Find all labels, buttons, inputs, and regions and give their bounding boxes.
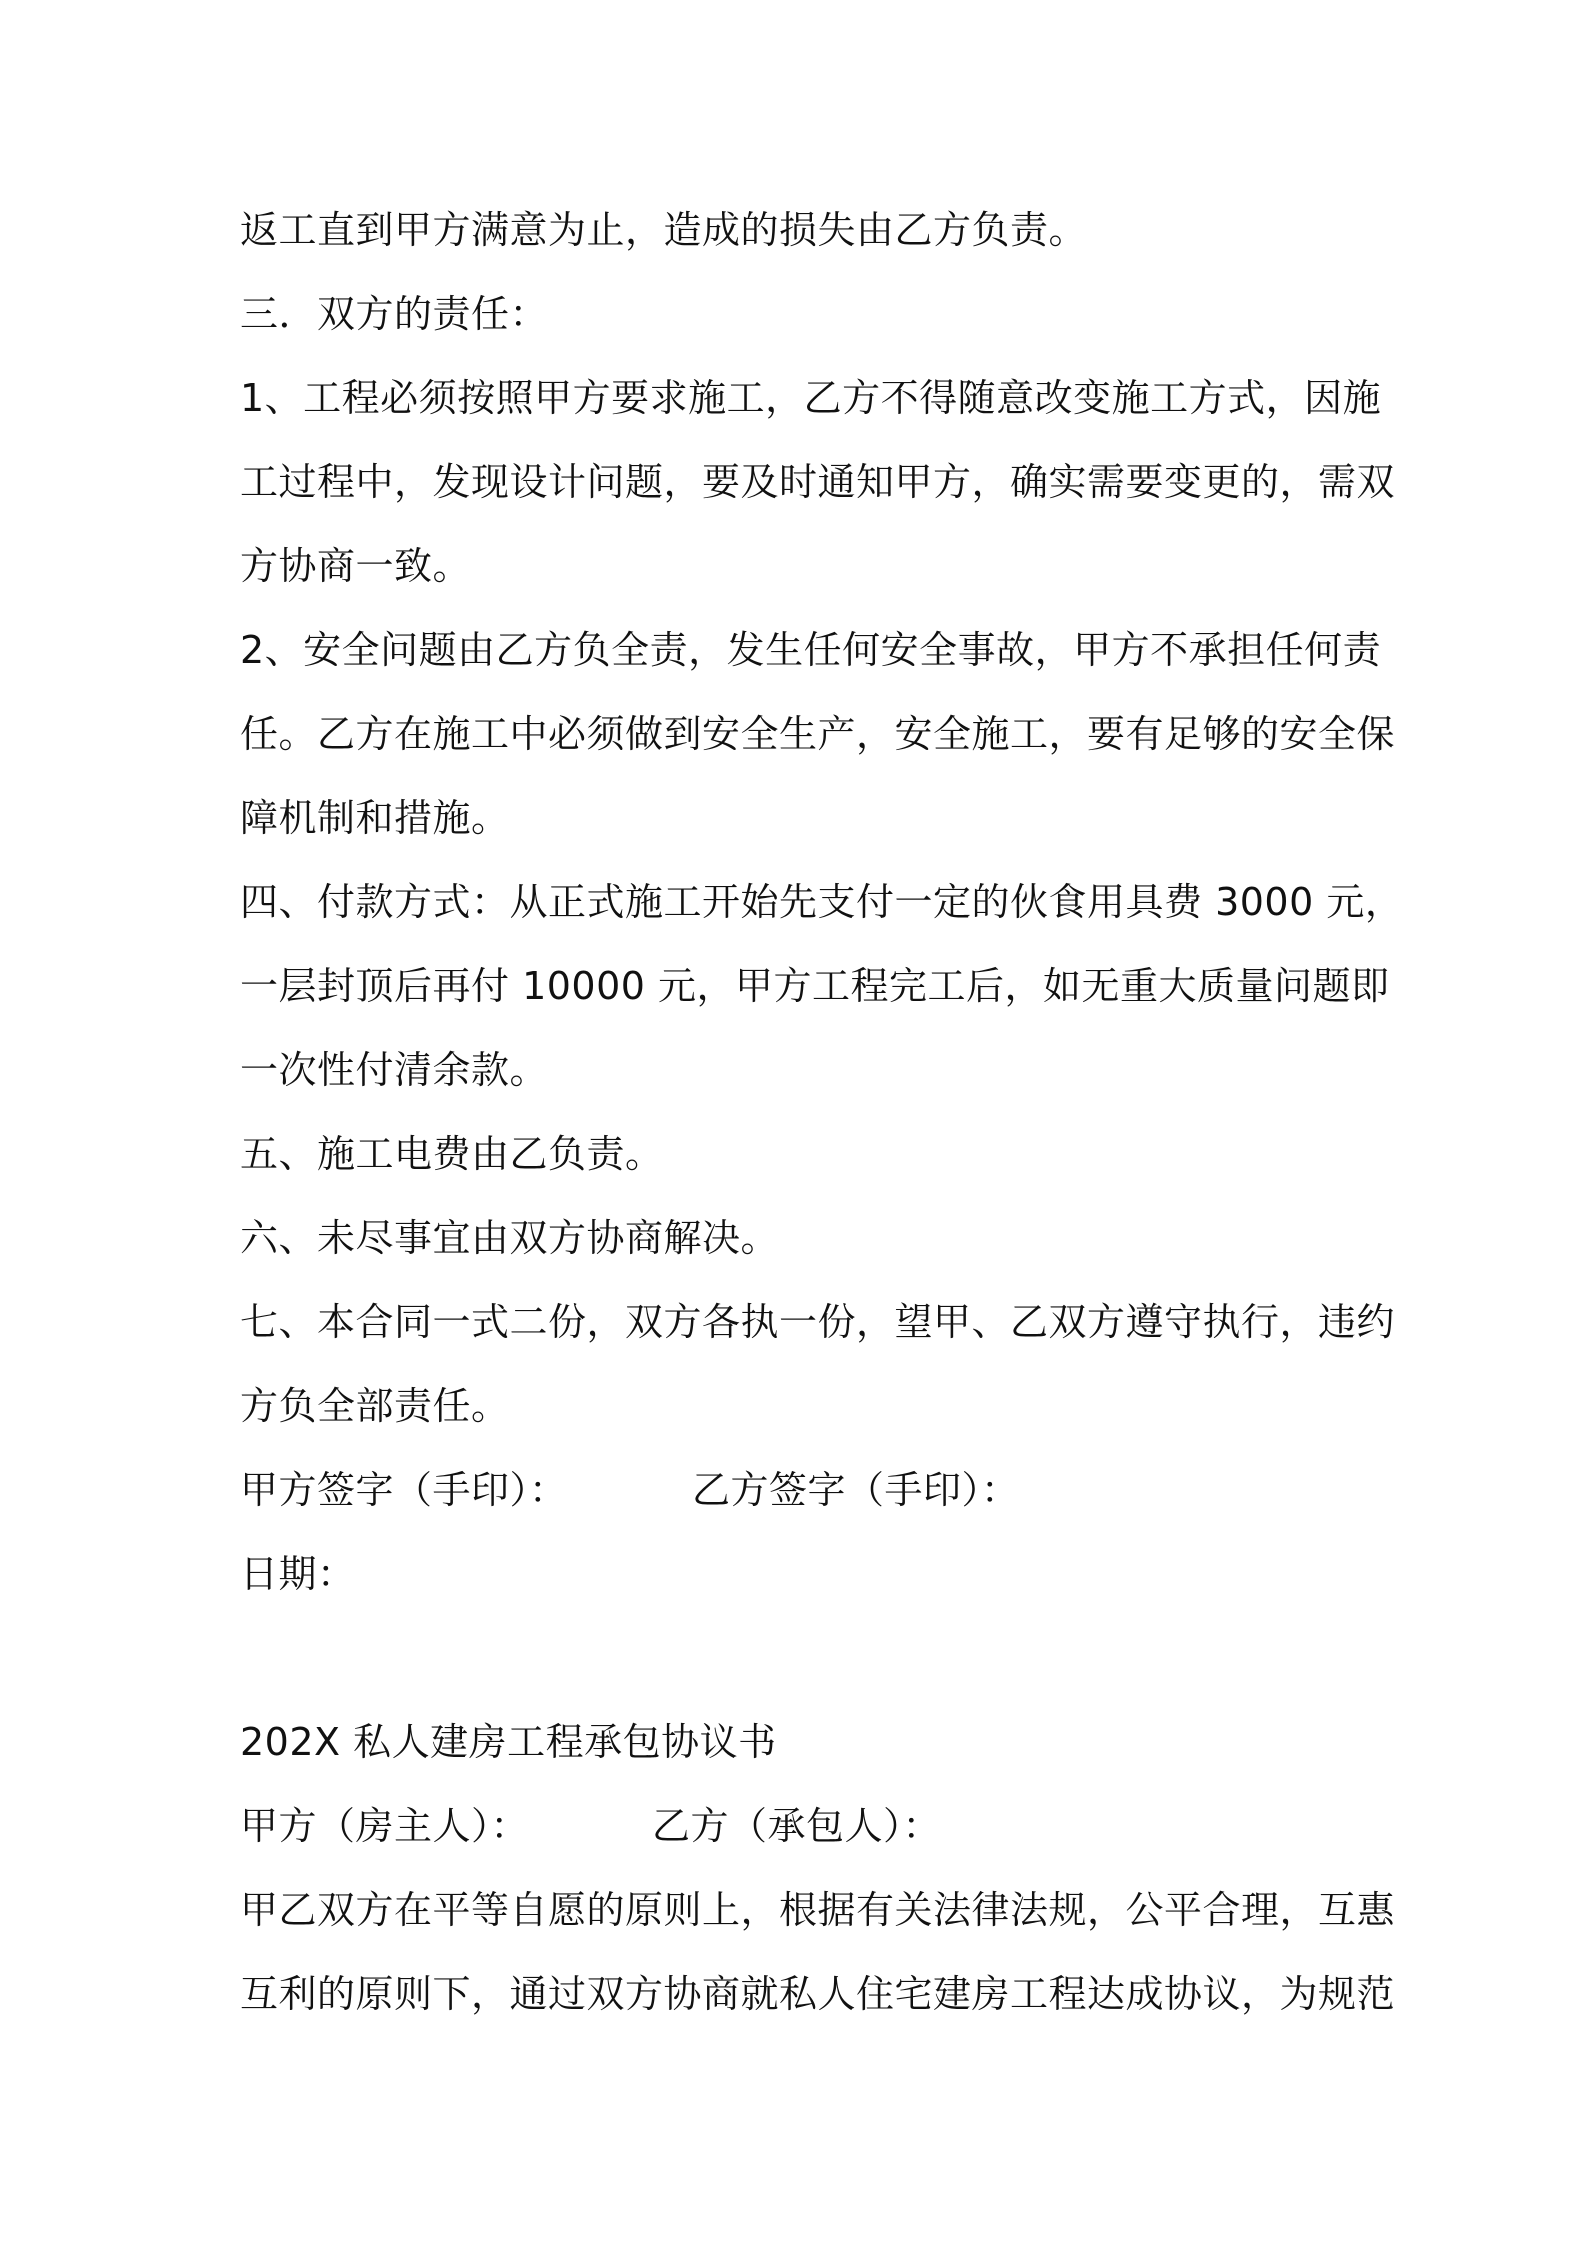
text-line: 一次性付清余款。 bbox=[240, 1048, 549, 1092]
party-a-label: 甲方（房主人）： bbox=[240, 1804, 530, 1848]
text-line: 一层封顶后再付 10000 元，甲方工程完工后，如无重大质量问题即 bbox=[240, 964, 1390, 1008]
text-line: 返工直到甲方满意为止，造成的损失由乙方负责。 bbox=[240, 208, 1088, 252]
party-a-signature-label: 甲方签字（手印）： bbox=[240, 1468, 568, 1512]
text-line: 方协商一致。 bbox=[240, 544, 472, 588]
text-line: 任。乙方在施工中必须做到安全生产，安全施工，要有足够的安全保 bbox=[240, 712, 1396, 756]
section-heading-payment: 四、付款方式：从正式施工开始先支付一定的伙食用具费 3000 元， bbox=[240, 880, 1404, 924]
intro-line: 互利的原则下，通过双方协商就私人住宅建房工程达成协议，为规范 bbox=[240, 1972, 1396, 2016]
text-line: 2、安全问题由乙方负全责，发生任何安全事故，甲方不承担任何责 bbox=[240, 628, 1382, 672]
section-heading-electricity: 五、施工电费由乙负责。 bbox=[240, 1132, 664, 1176]
text-line: 方负全部责任。 bbox=[240, 1384, 510, 1428]
section-heading-other-matters: 六、未尽事宜由双方协商解决。 bbox=[240, 1216, 780, 1260]
text-line: 障机制和措施。 bbox=[240, 796, 510, 840]
section-heading-responsibilities: 三．双方的责任： bbox=[240, 292, 549, 336]
parties-row bbox=[240, 1802, 1370, 1850]
party-b-signature-label: 乙方签字（手印）： bbox=[692, 1468, 1020, 1512]
text-line: 1、工程必须按照甲方要求施工，乙方不得随意改变施工方式，因施 bbox=[240, 376, 1382, 420]
intro-line: 甲乙双方在平等自愿的原则上，根据有关法律法规，公平合理，互惠 bbox=[240, 1888, 1396, 1932]
date-label: 日期： bbox=[240, 1552, 356, 1596]
section-heading-copies: 七、本合同一式二份，双方各执一份，望甲、乙双方遵守执行，违约 bbox=[240, 1300, 1396, 1344]
text-line: 工过程中，发现设计问题，要及时通知甲方，确实需要变更的，需双 bbox=[240, 460, 1396, 504]
party-b-label: 乙方（承包人）： bbox=[652, 1804, 942, 1848]
signature-row bbox=[240, 1466, 1370, 1514]
agreement-title: 202X 私人建房工程承包协议书 bbox=[240, 1720, 777, 1764]
